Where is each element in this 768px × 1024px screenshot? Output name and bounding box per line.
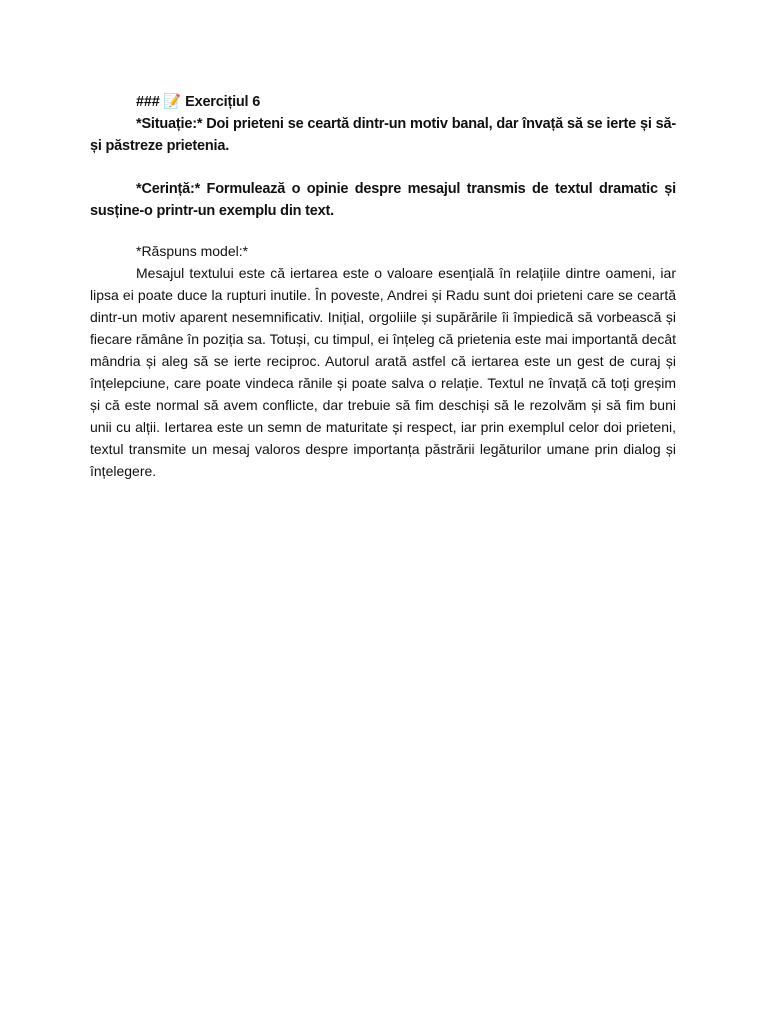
requirement-paragraph: *Cerință:* Formulează o opinie despre mesajul transmis de textul dramatic și susține-o printr-un exemplu din text. xyxy=(90,181,676,219)
exercise-heading: ### 📝 Exercițiul 6 xyxy=(136,94,261,110)
paragraph-spacer xyxy=(90,157,676,178)
paragraph-spacer xyxy=(90,222,676,240)
answer-paragraph: Mesajul textului este că iertarea este o valoare esențială în relațiile dintre oameni, iar lipsa ei poate duce la rupturi inutile. În poveste, Andrei și Radu sunt doi prieteni care se ceartă dintr-un motiv aparent nesemnificativ. Inițial, orgoliile și supărările îi împiedică să vorbească și fiecare rămâne în poziția sa. Totuși, cu timpul, ei înțeleg că prietenia este mai importantă decât mândria și aleg să se ierte reciproc. Autorul arată astfel că iertarea este un gest de curaj și înțelepciune, care poate vindeca rănile și poate salva o relație. Textul ne învață că toți greșim și că este normal să avem conflicte, dar trebuie să fim deschiși să le rezolvăm și să fim buni unii cu alții. Iertarea este un semn de maturitate și respect, iar prin exemplul celor doi prieteni, textul transmite un mesaj valoros despre importanța păstrării legăturilor umane prin dialog și înțelegere. xyxy=(90,265,676,479)
answer-label: *Răspuns model:* xyxy=(136,243,249,259)
situation-paragraph: *Situație:* Doi prieteni se ceartă dintr-un motiv banal, dar învață să se ierte și să-și păstreze prietenia. xyxy=(90,116,676,154)
document-content xyxy=(90,91,676,482)
